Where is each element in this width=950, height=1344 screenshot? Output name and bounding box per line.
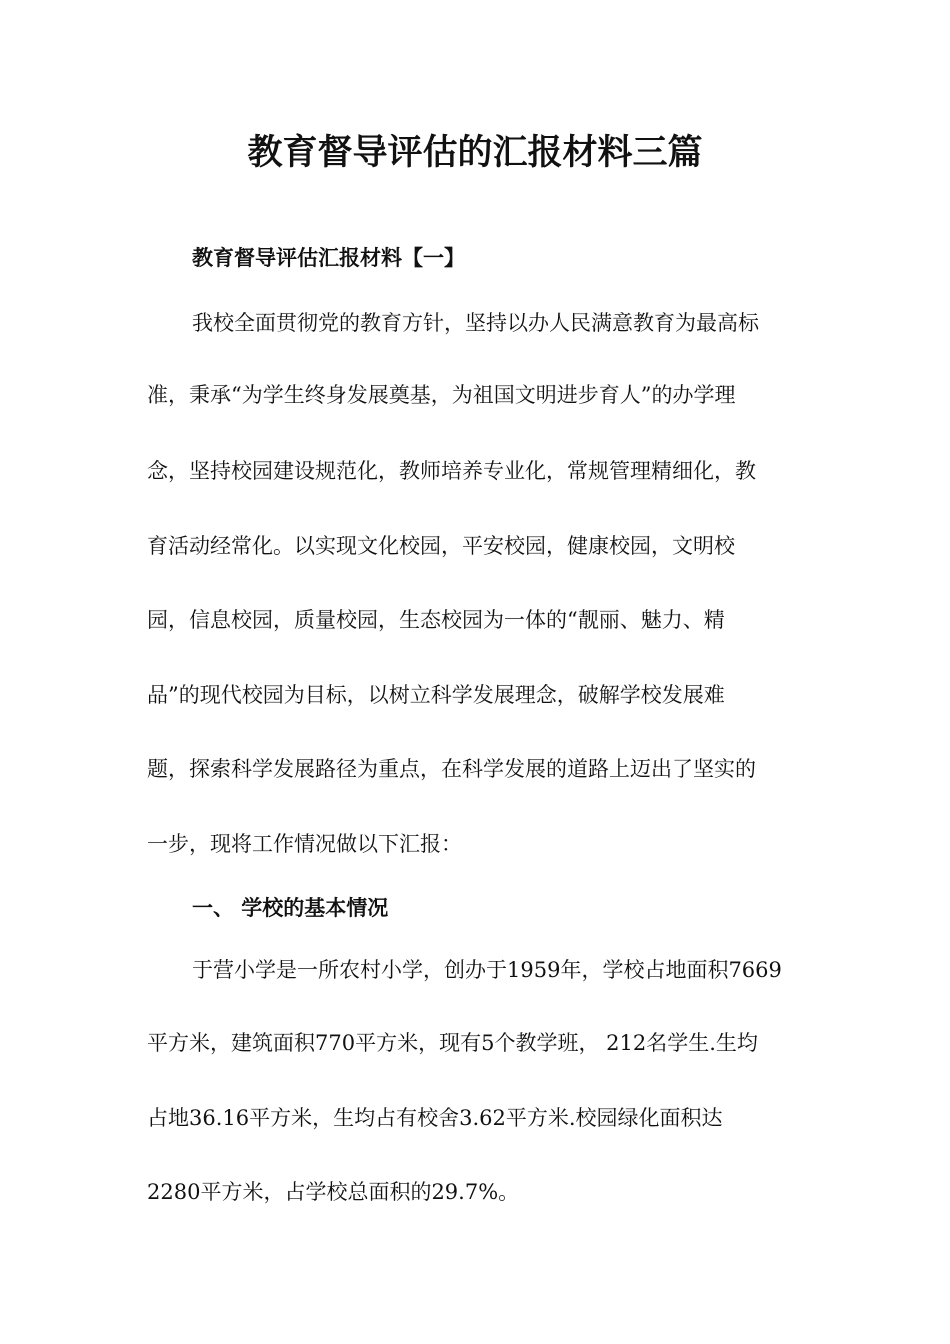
- paragraph-line: 于营小学是一所农村小学，创办于1959年，学校占地面积7669: [192, 958, 782, 982]
- section-heading: 教育督导评估汇报材料【一】: [192, 245, 465, 270]
- subheading: 一、 学校的基本情况: [192, 895, 389, 920]
- paragraph-line: 占地36.16平方米，生均占有校舍3.62平方米.校园绿化面积达: [147, 1106, 723, 1130]
- paragraph-line: 准，秉承“为学生终身发展奠基，为祖国文明进步育人”的办学理: [147, 383, 736, 407]
- paragraph-line: 一步，现将工作情况做以下汇报：: [147, 832, 462, 856]
- paragraph-line: 题，探索科学发展路径为重点，在科学发展的道路上迈出了坚实的: [147, 757, 756, 781]
- paragraph-line: 品”的现代校园为目标，以树立科学发展理念，破解学校发展难: [147, 683, 725, 707]
- document-title: 教育督导评估的汇报材料三篇: [247, 133, 703, 173]
- paragraph-line: 平方米，建筑面积770平方米，现有5个教学班， 212名学生.生均: [147, 1031, 758, 1055]
- paragraph-line: 园，信息校园，质量校园，生态校园为一体的“靓丽、魅力、精: [147, 608, 725, 632]
- paragraph-line: 念，坚持校园建设规范化，教师培养专业化，常规管理精细化，教: [147, 459, 756, 483]
- paragraph-line: 2280平方米，占学校总面积的29.7%。: [147, 1180, 520, 1204]
- paragraph-line: 我校全面贯彻党的教育方针，坚持以办人民满意教育为最高标: [192, 311, 759, 335]
- paragraph-line: 育活动经常化。以实现文化校园，平安校园，健康校园，文明校: [147, 534, 735, 558]
